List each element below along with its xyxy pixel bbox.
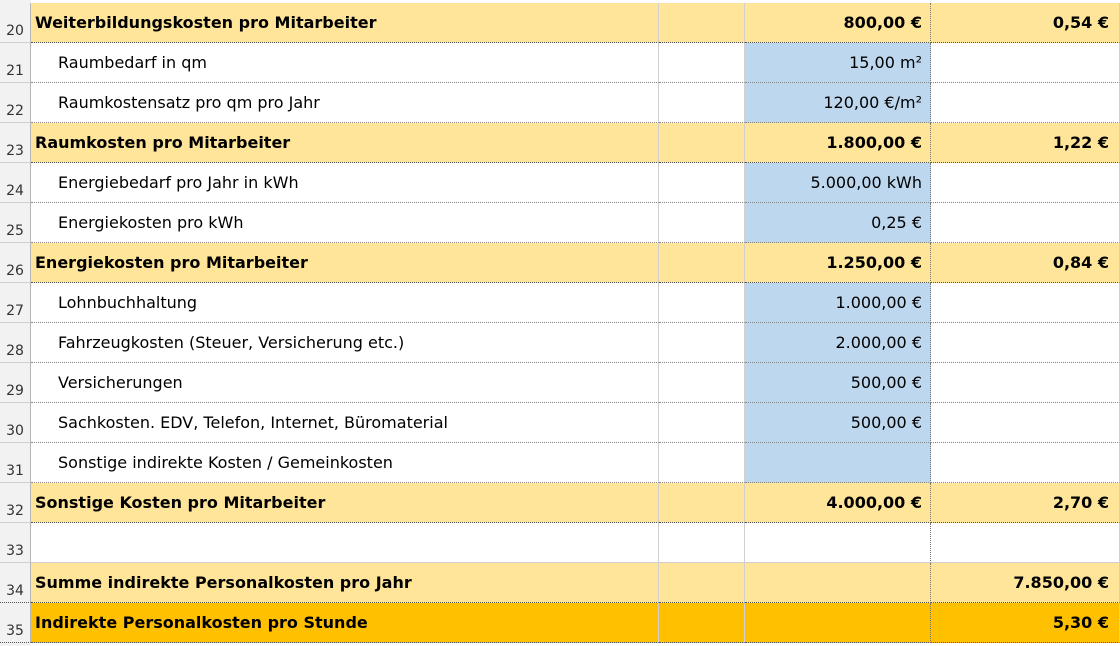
empty-cell[interactable] <box>659 523 745 563</box>
hourly-rate-cell[interactable] <box>931 203 1120 243</box>
row-number[interactable]: 31 <box>0 443 31 483</box>
table-row <box>0 563 1120 603</box>
label-cell[interactable]: Weiterbildungskosten pro Mitarbeiter <box>31 3 659 43</box>
hourly-rate-cell[interactable] <box>931 363 1120 403</box>
table-row <box>0 3 1120 43</box>
row-number[interactable]: 29 <box>0 363 31 403</box>
hourly-rate-cell[interactable] <box>931 523 1120 563</box>
value-cell[interactable]: 1.000,00 € <box>745 283 931 323</box>
label-cell[interactable]: Raumkosten pro Mitarbeiter <box>31 123 659 163</box>
hourly-rate-cell[interactable]: 5,30 € <box>931 603 1120 643</box>
table-row <box>0 523 1120 563</box>
hourly-rate-cell[interactable]: 2,70 € <box>931 483 1120 523</box>
empty-cell[interactable] <box>659 3 745 43</box>
value-cell[interactable]: 0,25 € <box>745 203 931 243</box>
row-number[interactable]: 33 <box>0 523 31 563</box>
table-row <box>0 363 1120 403</box>
empty-cell[interactable] <box>659 443 745 483</box>
empty-cell[interactable] <box>659 403 745 443</box>
empty-cell[interactable] <box>659 323 745 363</box>
hourly-rate-cell[interactable]: 0,84 € <box>931 243 1120 283</box>
hourly-rate-cell[interactable] <box>931 43 1120 83</box>
value-cell[interactable] <box>745 443 931 483</box>
label-cell[interactable]: Raumkostensatz pro qm pro Jahr <box>31 83 659 123</box>
empty-cell[interactable] <box>659 283 745 323</box>
value-cell[interactable]: 2.000,00 € <box>745 323 931 363</box>
label-cell[interactable] <box>31 523 659 563</box>
label-cell[interactable]: Indirekte Personalkosten pro Stunde <box>31 603 659 643</box>
row-number[interactable]: 34 <box>0 563 31 603</box>
empty-cell[interactable] <box>659 203 745 243</box>
value-cell[interactable] <box>745 523 931 563</box>
empty-cell[interactable] <box>659 163 745 203</box>
hourly-rate-cell[interactable] <box>931 403 1120 443</box>
table-row <box>0 603 1120 643</box>
row-number[interactable]: 32 <box>0 483 31 523</box>
row-number[interactable]: 25 <box>0 203 31 243</box>
hourly-rate-cell[interactable] <box>931 163 1120 203</box>
value-cell[interactable]: 15,00 m² <box>745 43 931 83</box>
value-cell[interactable]: 500,00 € <box>745 363 931 403</box>
empty-cell[interactable] <box>659 123 745 163</box>
value-cell[interactable]: 1.250,00 € <box>745 243 931 283</box>
hourly-rate-cell[interactable] <box>931 323 1120 363</box>
label-cell[interactable]: Sonstige indirekte Kosten / Gemeinkosten <box>31 443 659 483</box>
value-cell[interactable]: 1.800,00 € <box>745 123 931 163</box>
table-row <box>0 83 1120 123</box>
row-number[interactable]: 28 <box>0 323 31 363</box>
value-cell[interactable]: 500,00 € <box>745 403 931 443</box>
label-cell[interactable]: Energiekosten pro kWh <box>31 203 659 243</box>
value-cell[interactable] <box>745 603 931 643</box>
table-row <box>0 163 1120 203</box>
row-number[interactable]: 23 <box>0 123 31 163</box>
row-number[interactable]: 20 <box>0 3 31 43</box>
row-number[interactable]: 35 <box>0 603 31 643</box>
table-row <box>0 283 1120 323</box>
value-cell[interactable]: 4.000,00 € <box>745 483 931 523</box>
table-row <box>0 323 1120 363</box>
empty-cell[interactable] <box>659 563 745 603</box>
table-row <box>0 443 1120 483</box>
hourly-rate-cell[interactable]: 0,54 € <box>931 3 1120 43</box>
empty-cell[interactable] <box>659 603 745 643</box>
table-row <box>0 123 1120 163</box>
hourly-rate-cell[interactable]: 7.850,00 € <box>931 563 1120 603</box>
label-cell[interactable]: Lohnbuchhaltung <box>31 283 659 323</box>
table-row <box>0 243 1120 283</box>
label-cell[interactable]: Summe indirekte Personalkosten pro Jahr <box>31 563 659 603</box>
row-number[interactable]: 26 <box>0 243 31 283</box>
label-cell[interactable]: Energiekosten pro Mitarbeiter <box>31 243 659 283</box>
empty-cell[interactable] <box>659 83 745 123</box>
hourly-rate-cell[interactable] <box>931 283 1120 323</box>
empty-cell[interactable] <box>659 243 745 283</box>
label-cell[interactable]: Energiebedarf pro Jahr in kWh <box>31 163 659 203</box>
hourly-rate-cell[interactable] <box>931 443 1120 483</box>
row-number[interactable]: 21 <box>0 43 31 83</box>
row-number[interactable]: 30 <box>0 403 31 443</box>
label-cell[interactable]: Sachkosten. EDV, Telefon, Internet, Büromaterial <box>31 403 659 443</box>
empty-cell[interactable] <box>659 483 745 523</box>
label-cell[interactable]: Raumbedarf in qm <box>31 43 659 83</box>
hourly-rate-cell[interactable] <box>931 83 1120 123</box>
table-row <box>0 43 1120 83</box>
value-cell[interactable]: 800,00 € <box>745 3 931 43</box>
empty-cell[interactable] <box>659 43 745 83</box>
table-row <box>0 403 1120 443</box>
label-cell[interactable]: Versicherungen <box>31 363 659 403</box>
label-cell[interactable]: Sonstige Kosten pro Mitarbeiter <box>31 483 659 523</box>
table-row <box>0 203 1120 243</box>
label-cell[interactable]: Fahrzeugkosten (Steuer, Versicherung etc.) <box>31 323 659 363</box>
value-cell[interactable] <box>745 563 931 603</box>
table-row <box>0 483 1120 523</box>
empty-cell[interactable] <box>659 363 745 403</box>
value-cell[interactable]: 5.000,00 kWh <box>745 163 931 203</box>
row-number[interactable]: 27 <box>0 283 31 323</box>
row-number[interactable]: 24 <box>0 163 31 203</box>
value-cell[interactable]: 120,00 €/m² <box>745 83 931 123</box>
row-number[interactable]: 22 <box>0 83 31 123</box>
hourly-rate-cell[interactable]: 1,22 € <box>931 123 1120 163</box>
